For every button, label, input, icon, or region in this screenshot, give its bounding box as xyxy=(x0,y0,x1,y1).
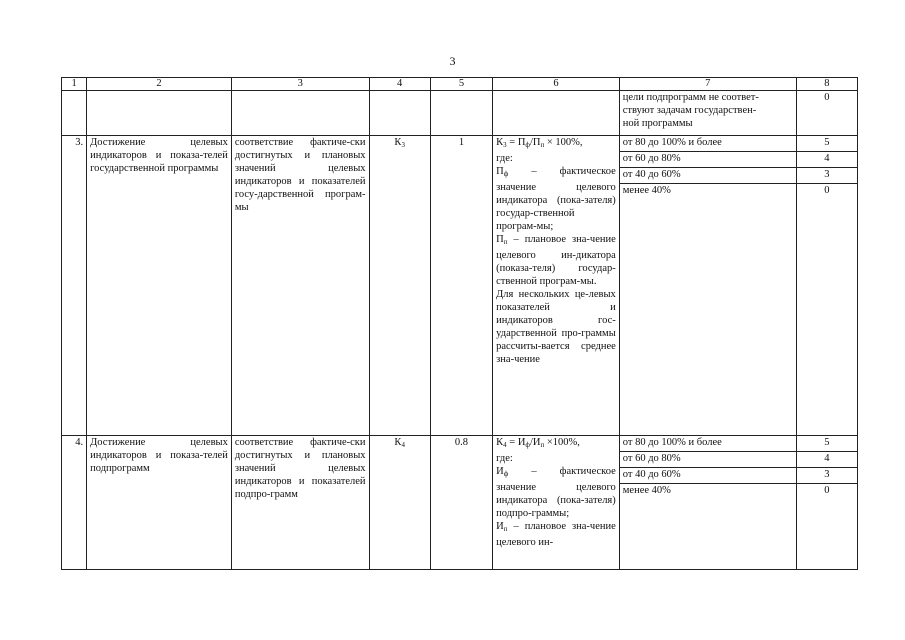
criterion-item: от 40 до 60% xyxy=(620,468,796,484)
formula-subscript: ф xyxy=(525,441,530,449)
formula-part: И xyxy=(496,521,504,532)
formula-where: где: xyxy=(496,453,513,464)
column-header-2: 2 xyxy=(87,78,232,91)
formula-part: /П xyxy=(529,137,541,148)
criterion-item: менее 40% xyxy=(622,185,671,196)
formula-part: И xyxy=(496,466,504,477)
criterion-item: от 80 до 100% и более xyxy=(620,436,796,452)
criterion-line: цели подпрограмм не соответ- xyxy=(622,92,759,103)
formula-note: Для нескольких це-левых показателей и индикаторов гос-ударственной про-граммы рассчиты-вается среднее зна-чение xyxy=(496,289,616,365)
formula-where: где: xyxy=(496,153,513,164)
indicator-description: соответствие фактиче-ски достигнутых и плановых значений целевых индикаторов и показателей подпро-грамм xyxy=(231,436,369,570)
score-item: 5 xyxy=(797,136,857,152)
formula-subscript: п xyxy=(540,141,545,149)
score-item: 0 xyxy=(824,185,830,196)
criterion-line: ствуют задачам государствен- xyxy=(622,105,757,116)
scores-cell xyxy=(796,436,857,570)
formula-part: П xyxy=(496,234,504,245)
formula-part: – плановое зна-чение целевого ин-дикатора (показа-теля) государ-ственной програм-мы. xyxy=(496,234,616,287)
calculation-formula xyxy=(493,436,620,570)
score-item: 4 xyxy=(797,152,857,168)
formula-part: – плановое зна-чение целевого ин- xyxy=(496,521,616,548)
empty-cell xyxy=(493,91,620,136)
formula-subscript: ф xyxy=(503,170,509,178)
empty-cell xyxy=(430,91,492,136)
indicator-weight: 0.8 xyxy=(430,436,492,570)
formula-subscript: 4 xyxy=(503,441,507,449)
indicator-weight: 1 xyxy=(430,136,492,436)
code-subscript: 4 xyxy=(401,441,405,449)
formula-part: – фактическое значение целевого индикатора (пока-зателя) государ-ственной програм-мы; xyxy=(496,166,616,232)
formula-definition xyxy=(496,520,616,549)
code-letter: К xyxy=(394,137,402,148)
score-item: 5 xyxy=(797,436,857,452)
row-number: 3. xyxy=(62,136,87,436)
formula-part: – фактическое значение целевого индикатора (пока-зателя) подпро-граммы; xyxy=(496,466,616,519)
table-row xyxy=(62,136,858,436)
formula-subscript: п xyxy=(503,238,508,246)
empty-cell xyxy=(87,91,232,136)
score-item: 3 xyxy=(797,168,857,184)
formula-part: = И xyxy=(506,437,526,448)
formula-subscript: п xyxy=(540,441,545,449)
formula-part: ×100%, xyxy=(544,437,580,448)
formula-part: × 100%, xyxy=(544,137,583,148)
score-item: 3 xyxy=(797,468,857,484)
formula-part: К xyxy=(496,137,504,148)
row-number: 4. xyxy=(62,436,87,570)
indicator-description: соответствие фактиче-ски достигнутых и плановых значений целевых индикаторов и показателей госу-дарственной програм-мы xyxy=(231,136,369,436)
formula-subscript: п xyxy=(503,525,508,533)
formula-definition xyxy=(496,233,616,288)
formula-part: К xyxy=(496,437,504,448)
empty-cell xyxy=(369,91,430,136)
header-row xyxy=(62,78,858,91)
empty-cell xyxy=(62,91,87,136)
score-item: 0 xyxy=(824,485,830,496)
column-header-5: 5 xyxy=(430,78,492,91)
formula-subscript: ф xyxy=(503,470,509,478)
formula-definition xyxy=(496,465,616,520)
criterion-item: от 80 до 100% и более xyxy=(620,136,796,152)
column-header-3: 3 xyxy=(231,78,369,91)
formula-definition xyxy=(496,165,616,233)
table-row xyxy=(62,436,858,570)
indicator-name: Достижение целевых индикаторов и показа-телей подпрограмм xyxy=(87,436,232,570)
formula-part: = П xyxy=(506,137,526,148)
scores-cell xyxy=(796,136,857,436)
column-header-4: 4 xyxy=(369,78,430,91)
column-header-1: 1 xyxy=(62,78,87,91)
indicator-code xyxy=(369,136,430,436)
column-header-7: 7 xyxy=(619,78,796,91)
continuation-row xyxy=(62,91,858,136)
formula-subscript: ф xyxy=(525,141,530,149)
criteria-cell xyxy=(619,436,796,570)
criterion-item: от 60 до 80% xyxy=(620,452,796,468)
empty-cell xyxy=(231,91,369,136)
criterion-item: менее 40% xyxy=(622,485,671,496)
score-item: 4 xyxy=(797,452,857,468)
code-subscript: 3 xyxy=(401,141,405,149)
formula-part: П xyxy=(496,166,504,177)
formula-part: /И xyxy=(529,437,541,448)
criterion-item: от 40 до 60% xyxy=(620,168,796,184)
formula-subscript: 3 xyxy=(503,141,507,149)
column-header-6: 6 xyxy=(493,78,620,91)
continuation-score: 0 xyxy=(796,91,857,136)
criterion-line: ной программы xyxy=(622,118,693,129)
criterion-item: от 60 до 80% xyxy=(620,152,796,168)
page-number: 3 xyxy=(449,54,456,68)
calculation-formula xyxy=(493,136,620,436)
column-header-8: 8 xyxy=(796,78,857,91)
continuation-criterion xyxy=(619,91,796,136)
evaluation-table xyxy=(61,77,858,570)
code-letter: К xyxy=(394,437,402,448)
indicator-code xyxy=(369,436,430,570)
formula-line xyxy=(496,136,616,152)
indicator-name: Достижение целевых индикаторов и показа-телей государственной программы xyxy=(87,136,232,436)
formula-line xyxy=(496,436,616,452)
criteria-cell xyxy=(619,136,796,436)
